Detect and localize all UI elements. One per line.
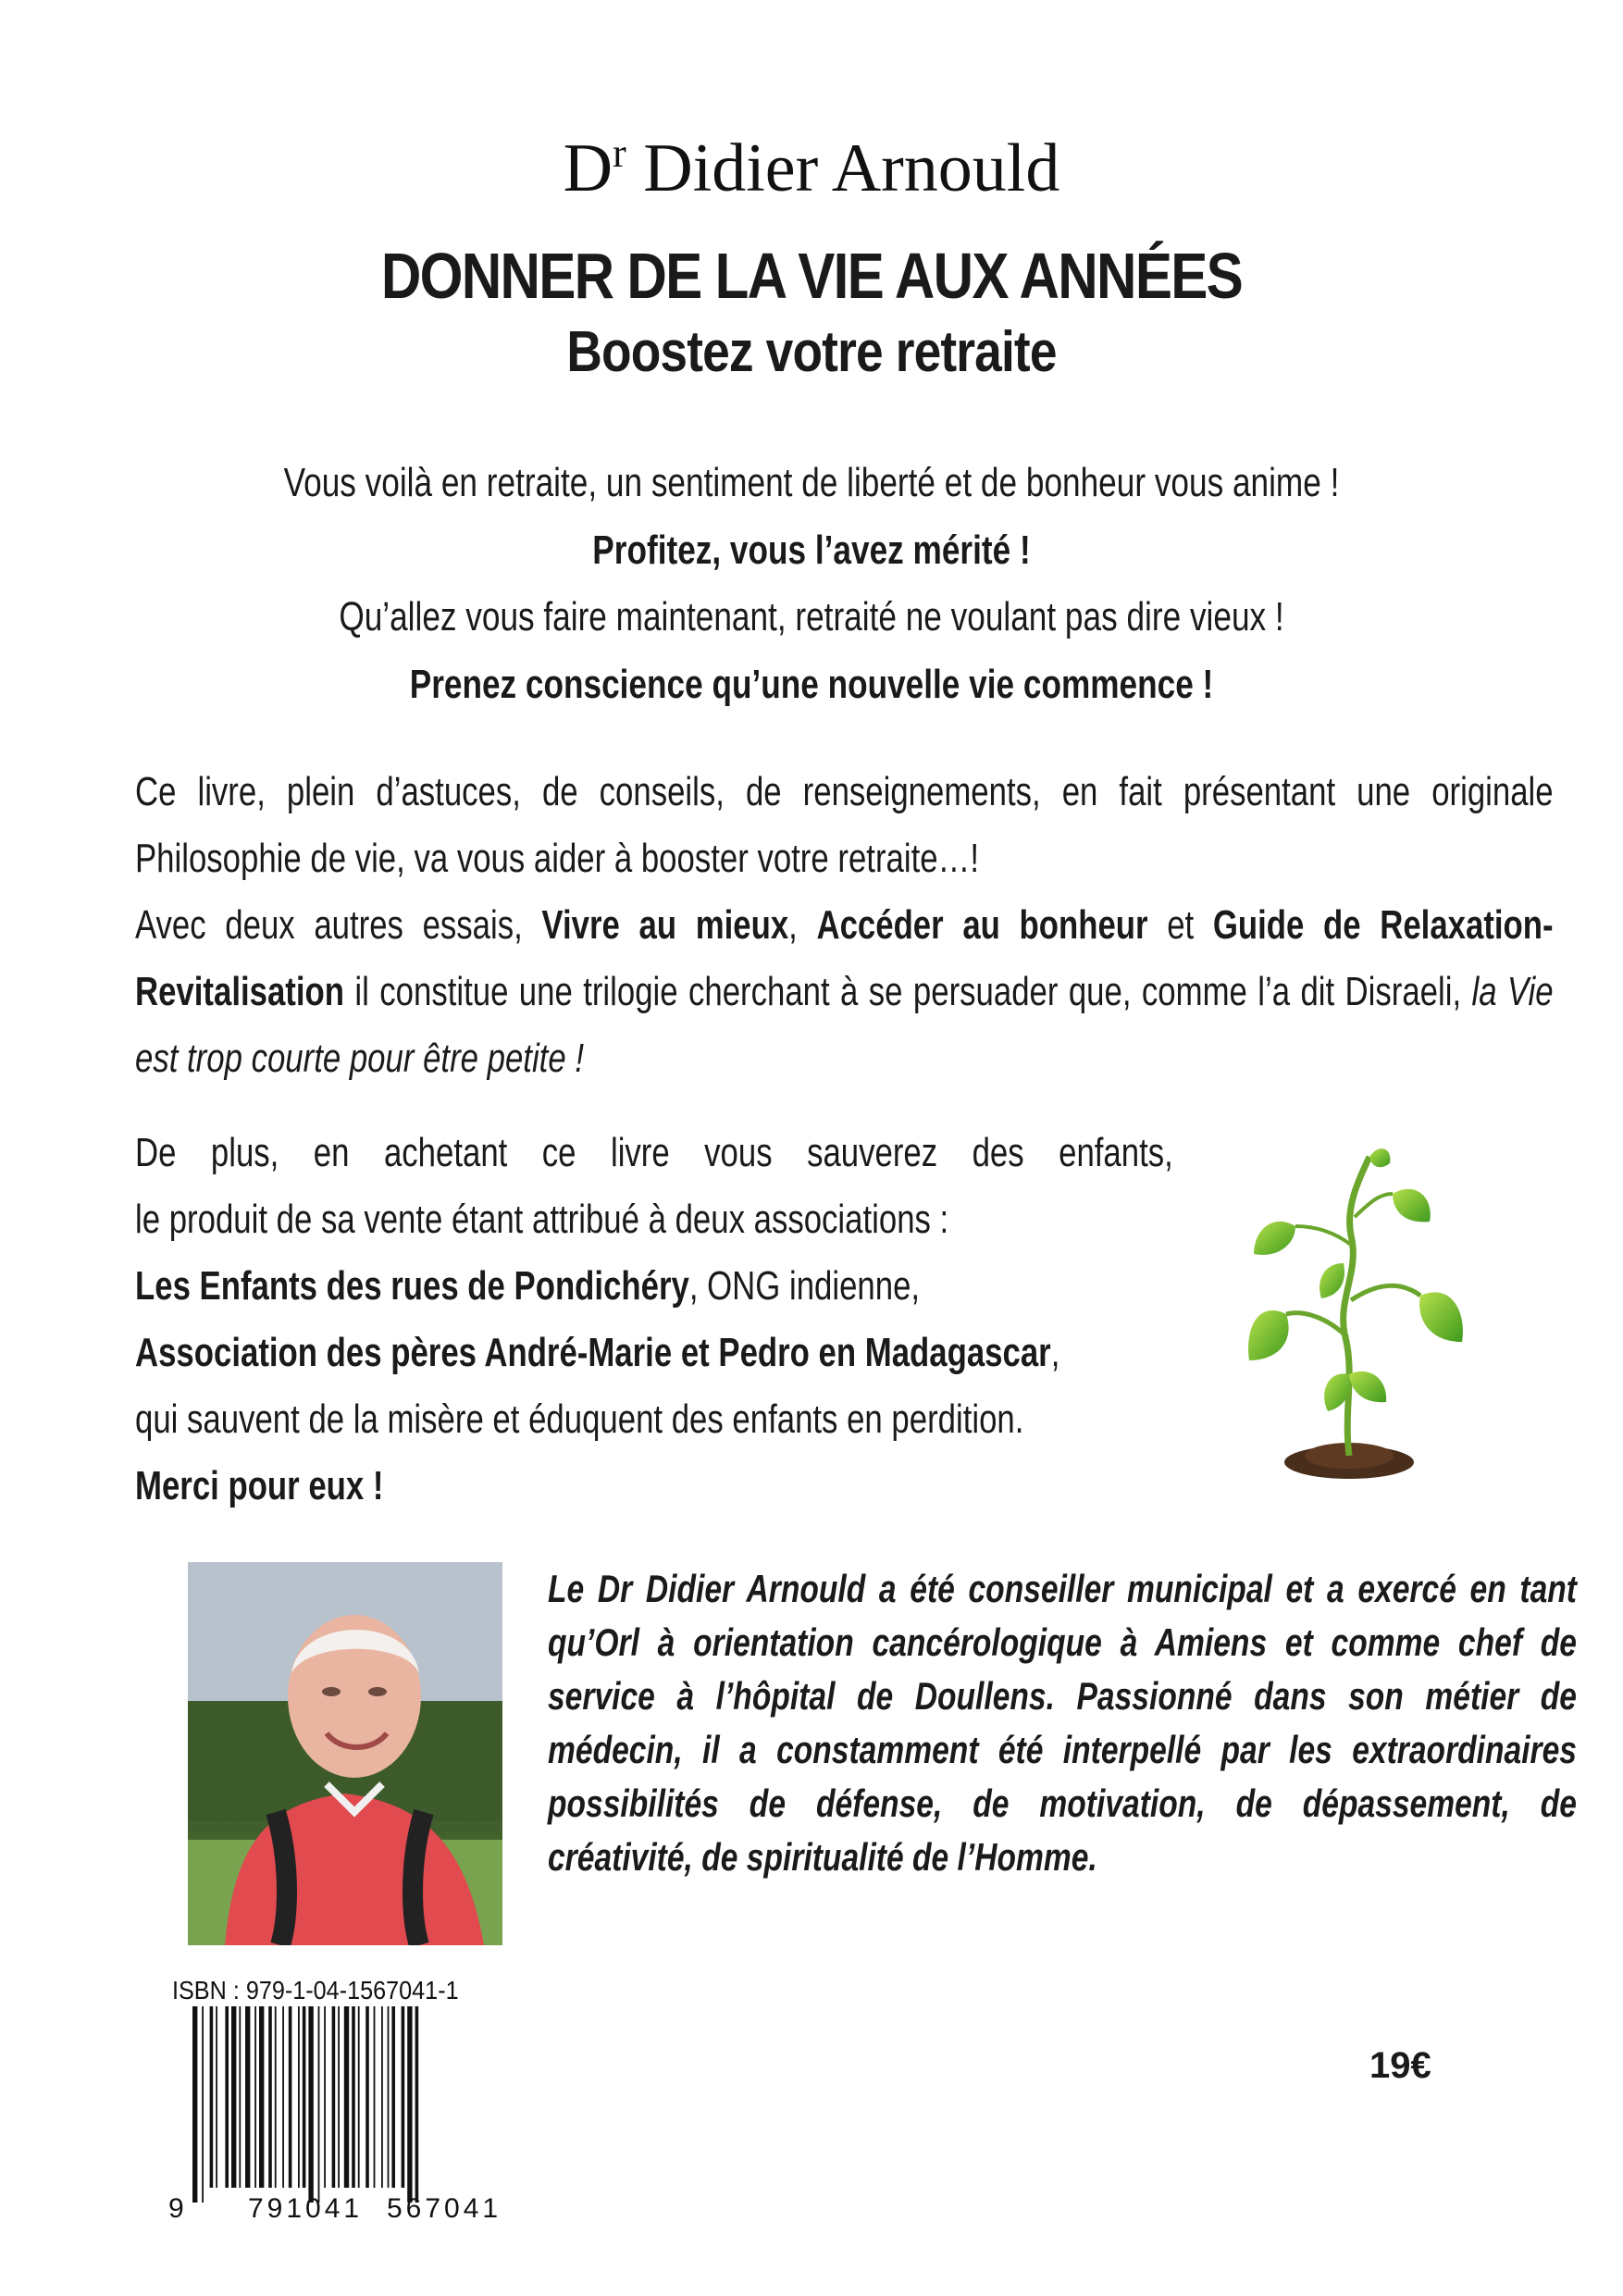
barcode-bar [192, 2006, 197, 2203]
association-2: Association des pères André-Marie et Pedro en Madagascar [135, 1330, 1051, 1375]
barcode-bar [289, 2006, 292, 2188]
barcode-bar [381, 2006, 383, 2188]
description-sentence-2: Avec deux autres essais, Vivre au mieux, Accéder au bonheur et Guide de Relaxation-Revitalisation il constitue une trilogie cherchant à se persuader que, comme l’a dit Disraeli, la Vie est trop courte pour être petite ! [135, 902, 1554, 1081]
barcode-bar [344, 2006, 349, 2188]
barcode-bar [239, 2006, 241, 2188]
association-1: Les Enfants des rues de Pondichéry [135, 1263, 689, 1309]
intro-line-3: Qu’allez vous faire maintenant, retraité ne voulant pas dire vieux ! [339, 594, 1284, 639]
barcode-bar [259, 2006, 264, 2188]
price: 19€ [1369, 2045, 1431, 2086]
barcode-bar [216, 2006, 217, 2188]
author-biography: Le Dr Didier Arnould a été conseiller municipal et a exercé en tant qu’Orl à orientation cancérologique à Amiens et comme chef de service à l’hôpital de Doullens. Passionné dans son métier de médecin, il a constamment été interpellé par les extraordinaires possibilités de défense, de motivation, de dépassement, de créativité, de spiritualité de l’Homme. [548, 1567, 1577, 1879]
plant-sprout-icon [1240, 1143, 1471, 1495]
barcode-bar [210, 2006, 214, 2188]
barcode-bar [407, 2006, 412, 2203]
charity-paragraph [135, 1120, 1173, 1520]
thanks-line: Merci pour eux ! [135, 1463, 384, 1508]
barcode-bar [282, 2006, 284, 2188]
book-title: DONNER DE LA VIE AUX ANNÉES [380, 240, 1243, 312]
isbn-label: ISBN : 979-1-04-1567041-1 [172, 1976, 459, 2004]
barcode-group-2: 567041 [387, 2193, 502, 2221]
barcode-bar [332, 2006, 336, 2188]
barcode-bar [231, 2006, 236, 2188]
charity-line-2: le produit de sa vente étant attribué à deux associations : [135, 1197, 949, 1242]
description-sentence-1: Ce livre, plein d’astuces, de conseils, de renseignements, en fait présentant une originale Philosophie de vie, va vous aider à booster votre retraite…! [135, 769, 1554, 881]
barcode-bar [245, 2006, 250, 2188]
charity-line-4: Association des pères André-Marie et Pedro en Madagascar, [135, 1330, 1060, 1375]
description-paragraph [135, 759, 1554, 1092]
barcode-bar [318, 2006, 320, 2203]
barcode-bar [388, 2006, 390, 2188]
barcode-digit-first: 9 [168, 2193, 184, 2221]
barcode-bar [402, 2006, 405, 2188]
book-title-3: Guide de Relaxation-Revitalisation [135, 902, 1554, 1014]
intro-line-2: Profitez, vous l’avez mérité ! [592, 527, 1031, 573]
barcode-bar [352, 2006, 355, 2188]
book-title-2: Accéder au bonheur [816, 902, 1148, 948]
author-photo [188, 1562, 502, 1945]
charity-line-3: Les Enfants des rues de Pondichéry, ONG indienne, [135, 1263, 921, 1309]
intro-line-1: Vous voilà en retraite, un sentiment de liberté et de bonheur vous anime ! [283, 460, 1340, 505]
barcode-bar [415, 2006, 419, 2203]
author-name: $D^r$ Didier Arnould [563, 130, 1060, 206]
barcode-bar [275, 2006, 277, 2188]
barcode-bar [225, 2006, 229, 2188]
barcode-bar [202, 2006, 204, 2203]
barcode-bar [254, 2006, 256, 2188]
barcode [167, 2006, 520, 2221]
charity-line-1: De plus, en achetant ce livre vous sauverez des enfants, [135, 1130, 1173, 1175]
barcode-bar [358, 2006, 360, 2188]
barcode-bar [365, 2006, 369, 2188]
barcode-group-1: 791041 [248, 2193, 364, 2221]
barcode-bar [338, 2006, 340, 2188]
intro-line-4: Prenez conscience qu’une nouvelle vie commence ! [409, 662, 1214, 707]
charity-line-5: qui sauvent de la misère et éduquent des enfants en perdition. [135, 1396, 1024, 1442]
barcode-bar [298, 2006, 300, 2188]
barcode-bar [324, 2006, 326, 2188]
book-title-1: Vivre au mieux [541, 902, 789, 948]
barcode-bar [303, 2006, 306, 2188]
barcode-bar [374, 2006, 376, 2188]
barcode-bar [391, 2006, 395, 2188]
book-subtitle: Boostez votre retraite [566, 320, 1057, 384]
barcode-bar [268, 2006, 272, 2188]
barcode-bar [308, 2006, 313, 2203]
disraeli-quote: la Vie est trop courte pour être petite ! [135, 969, 1554, 1081]
